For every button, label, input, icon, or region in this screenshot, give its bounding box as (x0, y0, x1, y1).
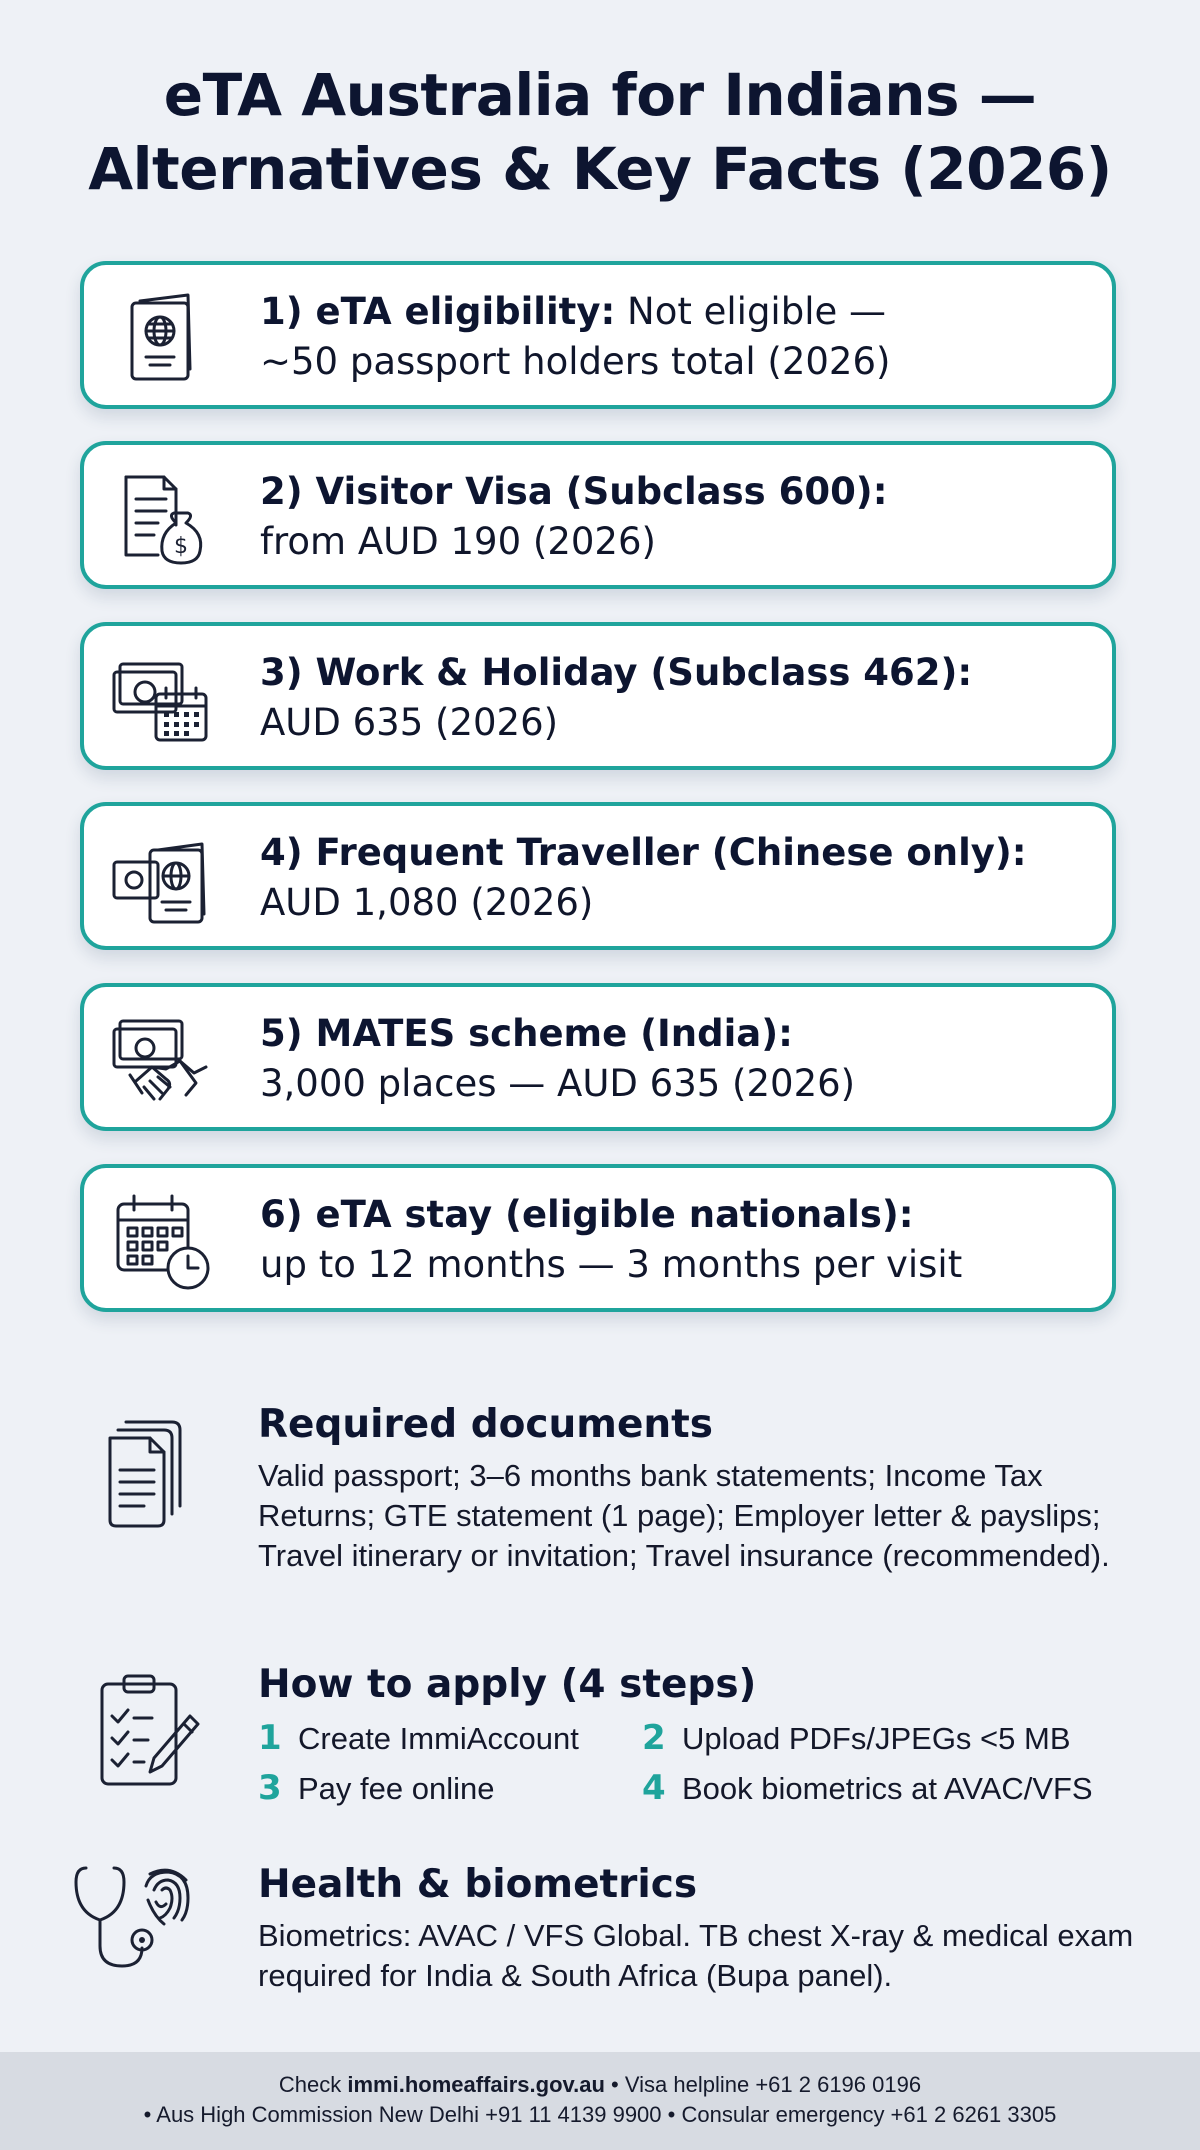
card-label: 6) eTA stay (eligible nationals): (260, 1193, 914, 1236)
step-4 (642, 1766, 1093, 1811)
clipboard-checklist-icon (78, 1666, 208, 1796)
step-3 (258, 1766, 494, 1811)
card-text (260, 1190, 1088, 1290)
step-text: Pay fee online (298, 1771, 495, 1806)
step-number: 2 (642, 1718, 666, 1758)
card-detail: up to 12 months — 3 months per visit (260, 1243, 963, 1286)
passport-icon (110, 287, 214, 391)
title-line-2: Alternatives & Key Facts (2026) (88, 135, 1112, 203)
card-frequent-traveller (80, 802, 1116, 950)
footer-line-1 (0, 2070, 1200, 2100)
health-heading: Health & biometrics (258, 1862, 698, 1907)
card-label: 1) eTA eligibility: (260, 290, 616, 333)
card-eta-eligibility (80, 261, 1116, 409)
step-number: 4 (642, 1768, 666, 1808)
card-text (260, 287, 1088, 387)
footer-check-prefix: Check (278, 2072, 348, 2097)
calendar-clock-icon (110, 1190, 214, 1294)
how-to-apply-section (80, 1660, 1160, 1820)
card-text (260, 467, 1088, 567)
step-1 (258, 1716, 579, 1761)
step-number: 1 (258, 1718, 282, 1758)
footer-line-2: • Aus High Commission New Delhi +91 11 4139 9900 • Consular emergency +61 2 6261 3305 (143, 2102, 1057, 2127)
apply-heading: How to apply (4 steps) (258, 1662, 757, 1707)
card-label: 3) Work & Holiday (Subclass 462): (260, 651, 973, 694)
documents-heading: Required documents (258, 1402, 714, 1447)
documents-body: Valid passport; 3–6 months bank statements; Income Tax Returns; GTE statement (1 page); Employer letter & payslips; Travel itinerary or invitation; Travel insurance (recommended). (258, 1458, 1110, 1573)
step-text: Book biometrics at AVAC/VFS (682, 1771, 1093, 1806)
page-title (0, 58, 1200, 206)
card-text (260, 828, 1088, 928)
stethoscope-fingerprint-icon (70, 1854, 200, 1984)
card-mates-scheme (80, 983, 1116, 1131)
card-visitor-visa (80, 441, 1116, 589)
health-biometrics-section (80, 1860, 1160, 2010)
health-body: Biometrics: AVAC / VFS Global. TB chest X-ray & medical exam required for India & South Africa (Bupa panel). (258, 1918, 1134, 1993)
required-documents-section (80, 1400, 1160, 1620)
cash-passport-icon (110, 828, 214, 932)
card-label: 2) Visitor Visa (Subclass 600): (260, 470, 888, 513)
card-detail: AUD 1,080 (2026) (260, 881, 594, 924)
card-value: Not eligible — (615, 290, 887, 333)
svg-text:$: $ (174, 534, 188, 559)
card-text (260, 648, 1088, 748)
cash-handshake-icon (110, 1009, 214, 1113)
card-label: 5) MATES scheme (India): (260, 1012, 793, 1055)
title-line-1: eTA Australia for Indians — (163, 61, 1037, 129)
footer-helpline: • Visa helpline +61 2 6196 0196 (604, 2072, 922, 2097)
footer (0, 2052, 1200, 2150)
card-work-holiday (80, 622, 1116, 770)
step-2 (642, 1716, 1071, 1761)
step-text: Upload PDFs/JPEGs <5 MB (682, 1721, 1071, 1756)
card-label: 4) Frequent Traveller (Chinese only): (260, 831, 1027, 874)
card-detail: from AUD 190 (2026) (260, 520, 656, 563)
step-text: Create ImmiAccount (298, 1721, 579, 1756)
card-eta-stay (80, 1164, 1116, 1312)
documents-icon (80, 1408, 210, 1538)
card-text (260, 1009, 1088, 1109)
footer-website-link[interactable]: immi.homeaffairs.gov.au (347, 2072, 605, 2097)
document-money-icon (110, 467, 214, 571)
card-detail: ~50 passport holders total (2026) (260, 340, 891, 383)
step-number: 3 (258, 1768, 282, 1808)
card-detail: AUD 635 (2026) (260, 701, 559, 744)
cash-calendar-icon (110, 648, 214, 752)
card-detail: 3,000 places — AUD 635 (2026) (260, 1062, 856, 1105)
